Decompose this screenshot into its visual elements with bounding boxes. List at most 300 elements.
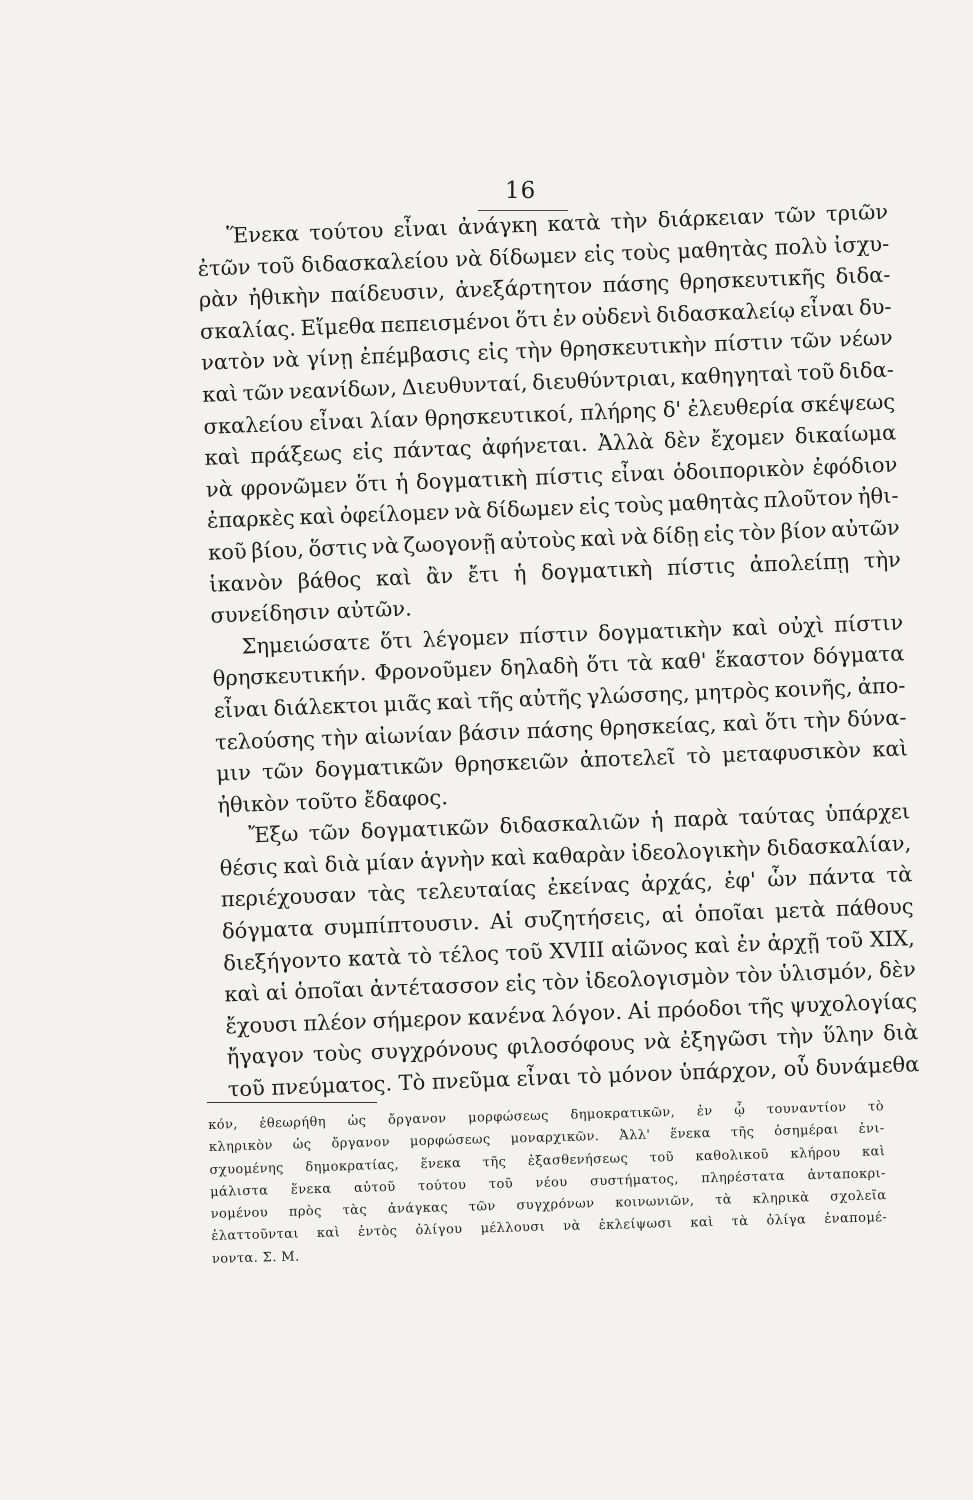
word: πάσης bbox=[526, 716, 594, 743]
word: σκαλείου bbox=[203, 410, 304, 439]
word: περιέχουσαν bbox=[220, 883, 357, 913]
word: ἕκαστον bbox=[714, 645, 806, 673]
word: τὴν bbox=[863, 546, 902, 573]
word: καὶ bbox=[722, 710, 759, 736]
word: σκαλίας. bbox=[199, 316, 297, 344]
word: ὁσημέραι bbox=[774, 1122, 839, 1140]
word: εἶναι bbox=[393, 215, 449, 242]
word: αἱ bbox=[661, 902, 685, 928]
word: λέγομεν bbox=[422, 624, 510, 652]
word: πολὺ bbox=[774, 233, 828, 260]
word: πίστις bbox=[534, 463, 604, 490]
word: διδα- bbox=[835, 262, 891, 289]
word: πάσης bbox=[602, 270, 670, 298]
word: πάντα bbox=[808, 864, 876, 891]
word: ᾧ bbox=[734, 1103, 746, 1119]
word: νὰ bbox=[205, 476, 234, 502]
word: νομένου bbox=[210, 1205, 269, 1223]
word: νὰ bbox=[563, 1219, 581, 1235]
word: σκέψεως bbox=[799, 389, 896, 417]
word: διάλεκτοι bbox=[273, 692, 379, 721]
word: καὶ bbox=[871, 736, 909, 762]
word: κληρικὸν bbox=[208, 1138, 274, 1156]
word: δίδῃ bbox=[652, 522, 699, 549]
word: τὴν bbox=[320, 724, 359, 751]
word: τῶν bbox=[308, 820, 351, 846]
word: τῆς bbox=[482, 1154, 507, 1170]
word: ὑπάρχει bbox=[824, 799, 911, 827]
word: ἐπέμβασις bbox=[359, 341, 471, 370]
word: τὸν bbox=[735, 962, 774, 988]
word: εἰς bbox=[583, 241, 616, 267]
word: παίδευσιν, bbox=[330, 279, 446, 308]
word: ἐλαττοῦνται bbox=[211, 1226, 300, 1245]
word: τοῦ bbox=[256, 253, 295, 279]
word: ἱκανὸν bbox=[208, 569, 284, 597]
word: τούτου bbox=[417, 1177, 467, 1195]
word: διὰ bbox=[324, 851, 361, 877]
word: νατὸν bbox=[200, 348, 266, 376]
word: μάλιστα bbox=[209, 1183, 269, 1200]
word: τὰς bbox=[367, 881, 406, 907]
word: πίστις bbox=[666, 553, 736, 580]
word: πίστιν bbox=[713, 329, 784, 357]
word: καὶ bbox=[436, 689, 473, 715]
word: δὲν bbox=[878, 957, 917, 983]
word: λόγον. bbox=[550, 999, 623, 1027]
word: ἀρχάς, bbox=[640, 869, 714, 897]
word: καὶ bbox=[731, 615, 769, 641]
word: αὐτοῦ bbox=[353, 1179, 396, 1196]
word: καὶ bbox=[490, 845, 527, 871]
word: ἐλευθερία bbox=[687, 392, 795, 421]
word: διάρκειαν bbox=[657, 204, 765, 233]
word: ὕλην bbox=[822, 1022, 875, 1049]
word: ἡ bbox=[513, 560, 527, 586]
word: εἶναι bbox=[308, 408, 364, 435]
word: μορφώσεως bbox=[467, 1108, 550, 1126]
word: Εἴμεθα bbox=[300, 313, 376, 341]
word: τὸ bbox=[867, 1099, 885, 1115]
word: νέου bbox=[535, 1174, 568, 1191]
word: ὧν bbox=[766, 866, 798, 892]
word: ἐνι- bbox=[858, 1121, 885, 1138]
word: πίστιν bbox=[518, 621, 589, 649]
word: δογματικῶν bbox=[314, 753, 444, 783]
word: λίαν bbox=[369, 406, 419, 433]
word: τῶν bbox=[468, 1199, 496, 1215]
word: διδα- bbox=[838, 357, 895, 384]
word: ὁποῖαι bbox=[293, 977, 365, 1005]
word: καὶ bbox=[694, 932, 731, 958]
word: θρησκευτικῆς bbox=[679, 265, 826, 295]
word: τὰ bbox=[886, 862, 913, 888]
word: διδασκαλείῳ bbox=[655, 297, 796, 327]
word: μιᾶς bbox=[383, 690, 432, 717]
word: ὑπάρχον, bbox=[678, 1057, 778, 1085]
word: πρὸς bbox=[288, 1204, 323, 1220]
word: τοῦ bbox=[649, 1149, 675, 1166]
word: μέλλουσι bbox=[480, 1220, 546, 1237]
word: βάθος bbox=[297, 566, 362, 594]
word: Τὸ bbox=[398, 1070, 426, 1096]
word: ὡς bbox=[347, 1113, 367, 1130]
word: ἐν bbox=[552, 305, 578, 331]
word: αἰῶνος bbox=[610, 934, 689, 961]
word: καὶ bbox=[580, 525, 617, 552]
word: καὶ bbox=[204, 444, 241, 470]
word: XVIII bbox=[548, 937, 605, 964]
word: τριῶν bbox=[825, 199, 889, 226]
word: τὴν bbox=[610, 208, 648, 234]
word: πληρέστατα bbox=[701, 1168, 786, 1187]
word: Ἕνεκα bbox=[226, 221, 300, 248]
word: ἰδεολογισμὸν bbox=[584, 964, 731, 994]
word: τοὺς bbox=[621, 239, 671, 266]
word: ρὰν bbox=[198, 286, 239, 313]
word: θρησκειῶν bbox=[454, 748, 570, 777]
word: μαθητὰς bbox=[667, 488, 760, 517]
word: τὰ bbox=[731, 1214, 749, 1230]
word: εἰς bbox=[578, 494, 611, 520]
word: οὗ bbox=[783, 1056, 810, 1082]
word: τοὺς bbox=[312, 1040, 363, 1067]
word: ἐθεωρήθη bbox=[259, 1114, 327, 1132]
word: ὅστις bbox=[308, 534, 368, 562]
word: γίνῃ bbox=[306, 345, 354, 372]
text-line: ἠθικὸν τοῦτο ἔδαφος. bbox=[216, 784, 449, 818]
word: αἰωνίαν bbox=[364, 721, 453, 749]
word: τοῦ bbox=[796, 359, 835, 386]
word: ἐκλείψωσι bbox=[598, 1216, 673, 1234]
word: ἰδεολογικὴν bbox=[630, 836, 762, 866]
footnote-line: νοντα. Σ. Μ. bbox=[211, 1249, 300, 1267]
word: φιλοσόφους bbox=[506, 1030, 636, 1060]
word: μαθητὰς bbox=[676, 235, 769, 263]
word: πλοῦτον bbox=[763, 485, 854, 513]
word: ἔτι bbox=[467, 561, 500, 587]
word: παρὰ bbox=[673, 806, 729, 833]
word: τελούσης bbox=[214, 726, 316, 755]
word: εἶναι bbox=[799, 295, 855, 322]
word: πίστιν bbox=[833, 610, 904, 637]
word: τὴν bbox=[515, 338, 554, 364]
word: ὅτι bbox=[585, 652, 620, 678]
word: διδασκαλείου bbox=[300, 247, 449, 277]
word: τῶν bbox=[789, 328, 833, 354]
word: σήμερον bbox=[372, 1005, 463, 1033]
word: ἤγαγον bbox=[226, 1043, 305, 1070]
word: δογματικὴν bbox=[597, 616, 723, 646]
page-number: 16 bbox=[505, 178, 537, 204]
word: τῆς bbox=[477, 687, 514, 713]
word: ἁγνὴν bbox=[419, 846, 486, 874]
word: πράξεως bbox=[249, 440, 343, 469]
word: οὐδενὶ bbox=[581, 303, 652, 330]
word: κατὰ bbox=[347, 944, 402, 971]
word: καὶ bbox=[861, 1143, 886, 1160]
word: συγχρόνους bbox=[370, 1035, 499, 1065]
word: διδασκαλιῶν bbox=[499, 809, 641, 839]
word: Ἀλλ' bbox=[619, 1127, 651, 1144]
word: τῆς bbox=[747, 993, 785, 1020]
word: θρησκευτικήν. bbox=[212, 661, 367, 691]
word: μορφώσεως bbox=[409, 1132, 491, 1150]
word: κόν, bbox=[208, 1117, 239, 1133]
word: ἀπολείπῃ bbox=[749, 548, 850, 577]
word: συζητήσεις, bbox=[523, 903, 652, 933]
word: νεανίδων, bbox=[288, 375, 398, 404]
word: ἡ bbox=[395, 470, 409, 495]
word: Ἔξω bbox=[248, 821, 299, 848]
word: κατὰ bbox=[546, 210, 601, 237]
word: τὸν bbox=[541, 969, 580, 996]
word: ὁδοιπορικὸν bbox=[672, 455, 806, 485]
word: ἀφήνεται. bbox=[481, 431, 588, 460]
word: ἠθικὴν bbox=[247, 283, 321, 311]
word: ἂν bbox=[425, 563, 454, 589]
word: θρησκείας, bbox=[599, 711, 717, 741]
word: μίαν bbox=[365, 849, 415, 876]
word: ἀνεξάρτητον bbox=[454, 273, 593, 303]
word: καθηγηταὶ bbox=[680, 361, 793, 390]
word: τὰ bbox=[715, 1192, 733, 1209]
word: Διευθυνταί, bbox=[401, 370, 528, 400]
word: νὰ bbox=[620, 524, 649, 550]
word: διευθύντριαι, bbox=[531, 365, 677, 395]
word: ἐκείνας bbox=[546, 873, 631, 901]
word: ψυχολογίας bbox=[789, 988, 918, 1018]
main-text bbox=[196, 197, 920, 1106]
word: δυ- bbox=[858, 294, 892, 320]
word: ἕνεκα bbox=[670, 1126, 712, 1143]
word: γλώσσης, bbox=[586, 681, 690, 709]
word: ἀνάγκη bbox=[457, 212, 538, 240]
word: ἀπο- bbox=[857, 673, 906, 699]
word: μοναρχικῶν. bbox=[510, 1129, 600, 1147]
word: αἱ bbox=[265, 980, 289, 1006]
word: συστήματος, bbox=[589, 1171, 679, 1190]
word: κοινωνιῶν, bbox=[615, 1193, 695, 1211]
word: δογματικῶν bbox=[360, 814, 490, 844]
word: καὶ bbox=[375, 564, 412, 591]
word: τὴν bbox=[776, 1024, 814, 1050]
word: τὰ bbox=[626, 650, 654, 676]
word: αὐτῆς bbox=[518, 685, 583, 712]
word: ἐντὸς bbox=[358, 1224, 398, 1241]
word: δογματικὴ bbox=[540, 556, 653, 585]
word: μετὰ bbox=[774, 897, 826, 924]
word: πεπεισμένοι bbox=[379, 308, 511, 338]
word: δημοκρατίας, bbox=[305, 1157, 400, 1175]
word: τῶν bbox=[773, 202, 817, 228]
word: ἀνάγκας bbox=[387, 1200, 449, 1218]
word: δημοκρατικῶν, bbox=[570, 1104, 676, 1123]
word: διδασκαλίαν, bbox=[766, 831, 912, 861]
word: ζωογονῇ bbox=[403, 530, 496, 558]
word: δηλαδὴ bbox=[499, 653, 579, 681]
word: ὀλίγου bbox=[415, 1222, 463, 1239]
word: τῆς bbox=[730, 1125, 755, 1141]
word: κοῦ bbox=[207, 539, 248, 565]
word: ἐξασθενήσεως bbox=[527, 1150, 629, 1169]
word: ἀποτελεῖ bbox=[579, 744, 676, 773]
word: ἐν bbox=[736, 931, 762, 957]
word: αὐτοὺς bbox=[499, 527, 577, 555]
word: πάντας bbox=[392, 436, 472, 464]
word: ὁποῖαι bbox=[694, 899, 765, 927]
word: ἕνεκα bbox=[290, 1181, 332, 1198]
word: τουναντίον bbox=[766, 1100, 847, 1118]
word: ἔχουσι bbox=[225, 1011, 298, 1039]
word: ἀρχῇ bbox=[767, 929, 820, 956]
word: καὶ bbox=[282, 852, 320, 879]
word: συγχρόνων bbox=[516, 1196, 595, 1214]
word: ἐν bbox=[696, 1103, 713, 1120]
word: εἶναι bbox=[610, 460, 666, 487]
word: εἰς bbox=[504, 971, 537, 997]
word: διεξήγοντο bbox=[222, 946, 342, 976]
word: σχυομένης bbox=[209, 1160, 284, 1178]
word: τὸ bbox=[686, 743, 712, 769]
word: ὀφείλομεν bbox=[339, 500, 450, 529]
word: ὄργανον bbox=[331, 1135, 391, 1152]
word: ὅτι bbox=[379, 628, 413, 654]
word: νὰ bbox=[453, 499, 482, 525]
word: δόγματα bbox=[812, 641, 905, 669]
word: δίδωμεν bbox=[488, 242, 578, 270]
word: καὶ bbox=[299, 504, 336, 530]
word: νὰ bbox=[643, 1029, 672, 1055]
word: πνεῦμα bbox=[431, 1067, 511, 1094]
footnote bbox=[208, 1096, 888, 1271]
word: σχολεῖα bbox=[829, 1188, 887, 1205]
word: Φρονοῦμεν bbox=[374, 656, 493, 686]
word: δίδωμεν bbox=[485, 495, 575, 523]
word: συμπίπτουσιν. bbox=[323, 910, 480, 940]
word: Ἀλλὰ bbox=[597, 429, 655, 456]
word: καὶ bbox=[201, 381, 239, 407]
text-line: συνείδησιν αὐτῶν. bbox=[210, 596, 413, 628]
word: εἰς bbox=[702, 521, 735, 547]
word: τὸ bbox=[576, 1063, 603, 1089]
word: πρόοδοι bbox=[656, 995, 743, 1023]
word: καὶ bbox=[690, 1215, 714, 1232]
word: τοῦ bbox=[505, 939, 544, 965]
word: τοῦ bbox=[825, 927, 864, 954]
word: ὅτι bbox=[764, 708, 798, 734]
word: ἰσχυ- bbox=[833, 231, 890, 258]
word: ἡ bbox=[650, 808, 664, 834]
word: ταύτας bbox=[738, 803, 816, 830]
word: τέλος bbox=[438, 941, 500, 968]
word: ἐτῶν bbox=[197, 254, 251, 281]
word: καὶ bbox=[316, 1225, 341, 1242]
word: XIX, bbox=[869, 925, 916, 952]
word: ἀνταποκρι- bbox=[807, 1165, 887, 1184]
word: εἶναι bbox=[213, 696, 269, 723]
word: πάθους bbox=[835, 894, 914, 922]
word: τῶν bbox=[242, 379, 285, 406]
word: μόνον bbox=[607, 1061, 674, 1088]
word: τούτου bbox=[308, 218, 384, 245]
word: δόγματα bbox=[221, 916, 314, 944]
word: δυνάμεθα bbox=[815, 1052, 920, 1080]
word: νὰ bbox=[454, 246, 483, 272]
word: ὑλισμόν, bbox=[778, 958, 874, 987]
word: δικαίωμα bbox=[794, 420, 897, 449]
word: διὰ bbox=[882, 1020, 919, 1046]
word: δ' bbox=[662, 396, 682, 422]
word: κανένα bbox=[467, 1002, 546, 1030]
word: εἶναι bbox=[516, 1064, 572, 1091]
word: ὡς bbox=[292, 1137, 312, 1153]
word: θρησκευτικοί, bbox=[424, 400, 575, 431]
word: τὸν bbox=[738, 519, 777, 546]
word: θρησκευτικὴν bbox=[559, 332, 708, 363]
word: εἰς bbox=[351, 439, 384, 465]
word: ἀντέτασσον bbox=[369, 972, 500, 1002]
word: νὰ bbox=[271, 347, 300, 373]
word: ἐφόδιον bbox=[812, 452, 898, 480]
word: δὲν bbox=[663, 427, 701, 454]
word: καθαρὰν bbox=[531, 841, 626, 869]
word: κλήρου bbox=[790, 1144, 841, 1162]
word: Σημειώσατε bbox=[241, 629, 371, 659]
word: τελευταίας bbox=[416, 876, 537, 905]
word: δογματικὴ bbox=[415, 465, 528, 494]
word: μιν bbox=[215, 760, 252, 786]
word: βάσιν bbox=[458, 718, 521, 746]
word: ὀλίγα bbox=[766, 1212, 807, 1229]
word: Αἱ bbox=[489, 908, 514, 934]
word: τῶν bbox=[261, 758, 305, 785]
word: τοῦ bbox=[227, 1076, 266, 1102]
word: φρονῶμεν bbox=[240, 472, 348, 501]
word: μητρὸς bbox=[694, 678, 770, 705]
word: ἐξηγῶσι bbox=[679, 1026, 768, 1054]
word: βίου, bbox=[250, 537, 305, 564]
word: βίον bbox=[780, 518, 827, 544]
word: νέων bbox=[838, 325, 894, 352]
word: καθολικοῦ bbox=[695, 1146, 770, 1164]
word: τὰς bbox=[342, 1202, 368, 1219]
word: εἰς bbox=[477, 340, 509, 366]
word: πλέον bbox=[302, 1009, 368, 1036]
word: ἠθι- bbox=[857, 483, 899, 510]
footnote-rule bbox=[207, 1102, 377, 1103]
word: τὴν bbox=[803, 707, 842, 733]
word: καθ' bbox=[660, 648, 708, 675]
word: ἔχομεν bbox=[710, 424, 786, 452]
word: κληρικὰ bbox=[752, 1190, 810, 1208]
word: ἐφ' bbox=[723, 868, 757, 894]
word: ὄργανον bbox=[387, 1111, 447, 1128]
word: νὰ bbox=[371, 533, 400, 559]
word: τοὺς bbox=[614, 492, 664, 519]
word: πλήρης bbox=[579, 397, 657, 425]
word: ὅτι bbox=[514, 306, 549, 333]
word: ἕνεκα bbox=[420, 1155, 462, 1172]
word: ἐναπομέ- bbox=[824, 1210, 888, 1228]
word: μεταφυσικὸν bbox=[721, 738, 862, 768]
word: τὸ bbox=[407, 943, 433, 969]
word: θέσις bbox=[219, 854, 278, 881]
word: κοινῆς, bbox=[774, 675, 853, 703]
word: καὶ bbox=[223, 981, 261, 1007]
word: αὐτῶν bbox=[830, 515, 901, 542]
word: ὅτι bbox=[354, 470, 389, 497]
